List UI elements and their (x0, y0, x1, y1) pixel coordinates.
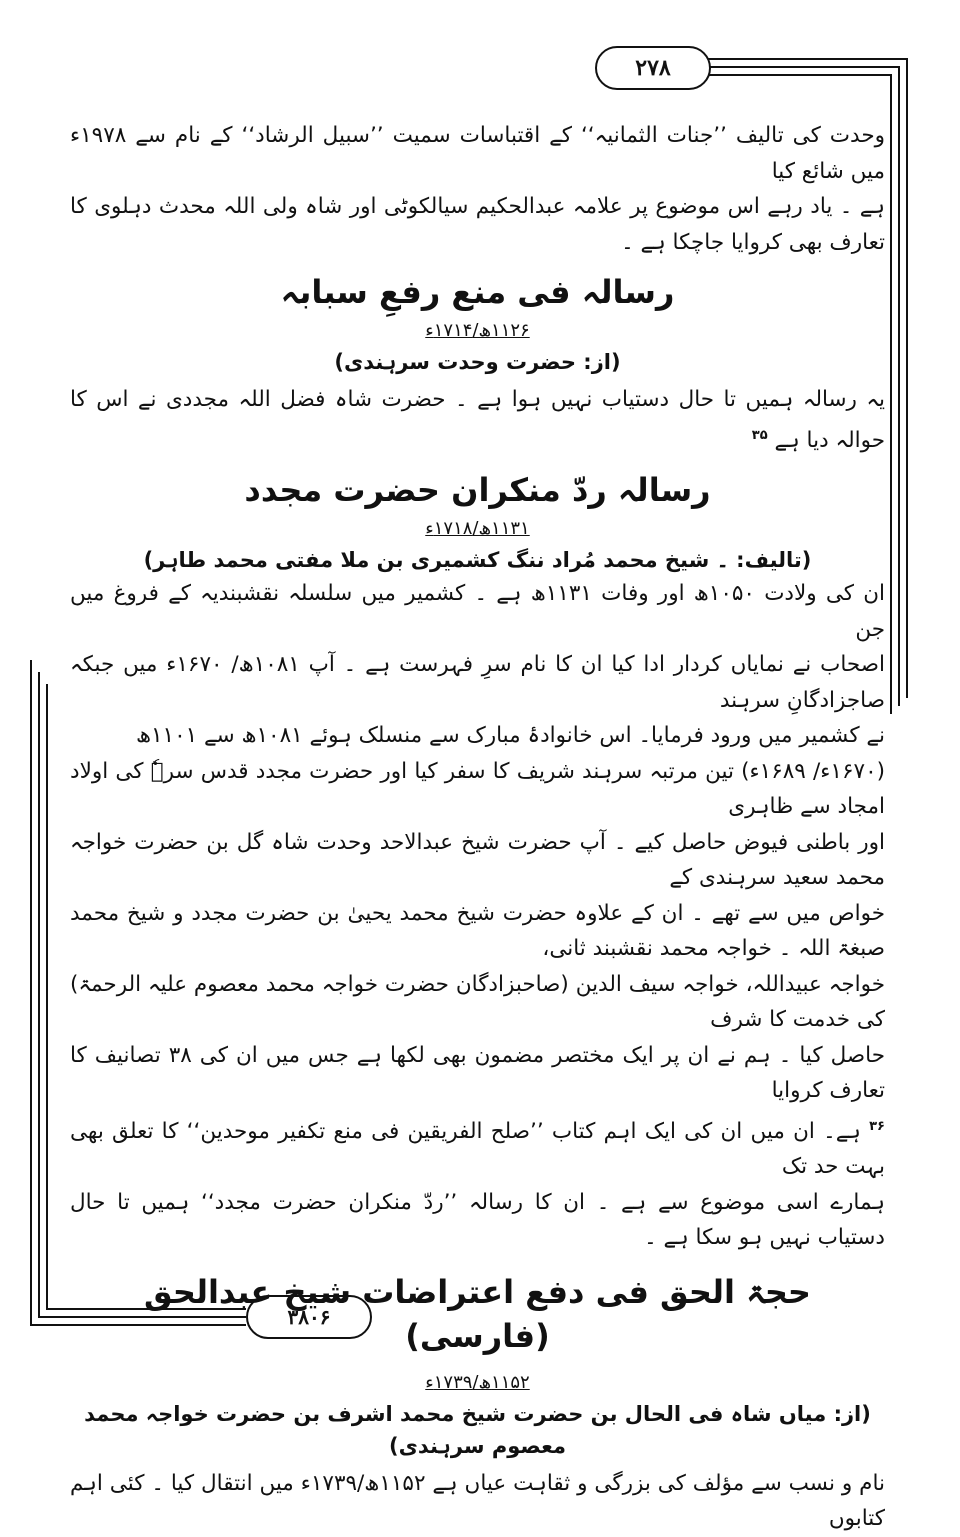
section3-text: نام و نسب سے مؤلف کی بزرگی و ثقاہت عیاں ہے ۱۱۵۲ھ/۱۷۳۹ء میں انتقال کیا ۔ کئی اہم کتابوں (70, 1470, 885, 1532)
header-page-number-text: ۲۷۸ (635, 55, 671, 81)
section2-line-3: نے کشمیر میں ورود فرمایا۔ اس خانوادۂ مبارک سے منسلک ہوئے ۱۰۸۱ھ سے ۱۱۰۱ھ (135, 723, 885, 749)
section2-line-9-text: ہے۔ ان میں ان کی ایک اہم کتاب ’’صلح الفریقین فی منع تکفیر موحدین‘‘ کا تعلق بھی بہت حد تک (70, 1118, 885, 1180)
top-border-line (707, 74, 891, 76)
left-border-line (38, 672, 40, 1317)
section1-text (70, 382, 885, 458)
section1-footnote: ۳۵ (751, 427, 768, 443)
page-content (70, 118, 885, 1537)
left-border-line (30, 660, 32, 1325)
section1-title: رسالہ فی منع رفعِ سبابہ (280, 273, 675, 311)
section2-line-1: ان کی ولادت ۱۰۵۰ھ اور وفات ۱۱۳۱ھ ہے ۔ کشمیر میں سلسلہ نقشبندیہ کے فروغ میں جن (70, 581, 885, 642)
header-page-number (595, 46, 711, 90)
section2-line-4: (۱۶۷۰ء/ ۱۶۸۹ء) تین مرتبہ سرہند شریف کا سفر کیا اور حضرت مجدد قدس سرہٗ کی اولاد امجاد سے ظاہری (70, 758, 886, 820)
right-border-line (890, 74, 892, 714)
section1-attribution: (از: حضرت وحدت سرہندی) (334, 350, 621, 374)
section1-text-body: یہ رسالہ ہمیں تا حال دستیاب نہیں ہوا ہے ۔ حضرت شاہ فضل اللہ مجددی نے اس کا حوالہ دیا ہے (70, 387, 885, 453)
section3-date: ۱۱۵۲ھ/۱۷۳۹ء (425, 1371, 530, 1393)
section1-date: ۱۱۲۶ھ/۱۷۱۴ء (425, 320, 530, 341)
footer-page-number-text: ۳۸۰۶ (287, 1305, 331, 1329)
section2-line-8: حاصل کیا ۔ ہم نے ان پر ایک مختصر مضمون بھی لکھا ہے جس میں ان کی ۳۸ تصانیف کا تعارف کروایا (70, 1042, 885, 1104)
section2-line-2: اصحاب نے نمایاں کردار ادا کیا ان کا نام سرِ فہرست ہے ۔ آپ ۱۰۸۱ھ/ ۱۶۷۰ء میں جبکہ صاجزادگانِ سرہند (70, 652, 885, 713)
section3-title: حجۃ الحق فی دفع اعتراضات شیخ عبدالحق (فارسی) (144, 1272, 811, 1355)
section2-title: رسالہ ردّ منکران حضرت مجدد (244, 471, 711, 510)
top-border-line (707, 66, 899, 68)
section3-attribution: (از: میاں شاہ فی الحال بن حضرت شیخ محمد اشرف بن حضرت خواجہ محمد معصوم سرہندی) (84, 1401, 871, 1458)
section2-attribution: (تالیف: ۔ شیخ محمد مُراد ننگ کشمیری بن ملا مفتی محمد طاہر) (143, 548, 812, 573)
right-border-line (898, 66, 900, 706)
right-border-line (906, 58, 908, 698)
left-border-line (46, 684, 48, 1309)
intro-line-1: وحدت کی تالیف ’’جنات الثمانیہ‘‘ کے اقتباسات سمیت ’’سبیل الرشاد‘‘ کے نام سے ۱۹۷۸ء میں شائع کیا (70, 123, 885, 184)
top-border-line (707, 58, 907, 60)
section2-line-10: ہمارے اسی موضوع سے ہے ۔ ان کا رسالہ ’’ردّ منکران حضرت مجدد‘‘ ہمیں تا حال دستیاب نہیں ہو سکا ہے ۔ (70, 1189, 885, 1251)
section2-date: ۱۱۳۱ھ/۱۷۱۸ء (425, 518, 530, 540)
section2-footnote: ۳۶ (869, 1118, 885, 1134)
section2-line-9 (70, 1109, 885, 1185)
section2-line-6: خواص میں سے تھے ۔ ان کے علاوہ حضرت شیخ محمد یحییٰ بن حضرت مجدد و شیخ محمد صبغۃ اللہ ۔ خواجہ محمد نقشبند ثانی، (70, 900, 885, 962)
section2-line-5: اور باطنی فیوض حاصل کیے ۔ آپ حضرت شیخ عبدالاحد وحدت شاہ گل بن حضرت خواجہ محمد سعید سرہندی کے (70, 829, 885, 891)
intro-line-2: ہے ۔ یاد رہے اس موضوع پر علامہ عبدالحکیم سیالکوٹی اور شاہ ولی اللہ محدث دہلوی کا تعارف بھی کروایا جاچکا ہے ۔ (70, 194, 885, 255)
section2-line-7: خواجہ عبیداللہ، خواجہ سیف الدین (صاحبزادگان حضرت خواجہ محمد معصوم علیہ الرحمۃ) کی خدمت کا شرف (70, 971, 885, 1033)
